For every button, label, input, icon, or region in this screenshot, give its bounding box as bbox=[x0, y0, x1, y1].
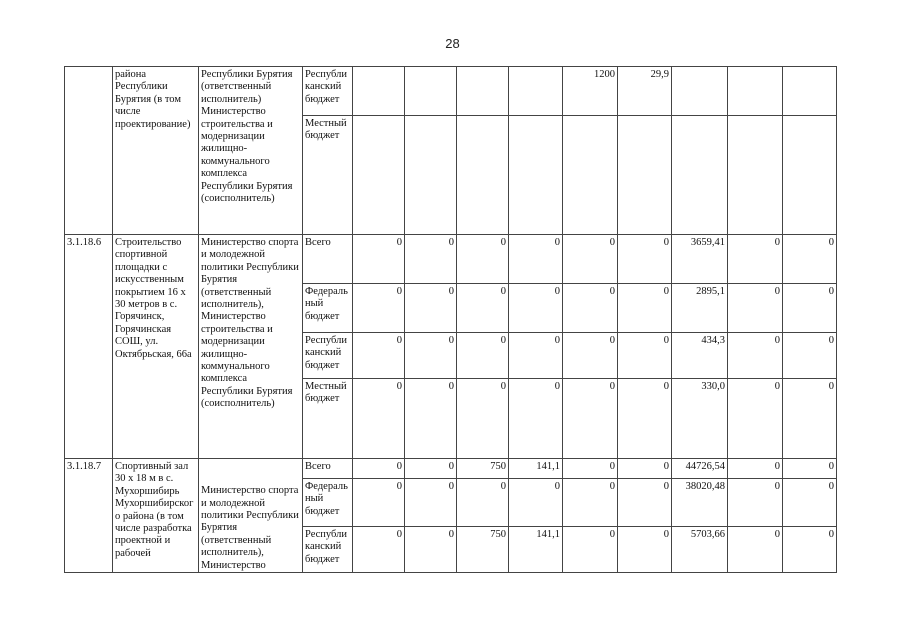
budget-table bbox=[64, 66, 837, 573]
amount-cell: 0 bbox=[728, 284, 783, 333]
table-row bbox=[65, 459, 837, 479]
amount-cell: 0 bbox=[353, 379, 405, 459]
amount-cell: 0 bbox=[728, 459, 783, 479]
funding-source: Федеральный бюджет bbox=[303, 479, 353, 527]
item-executors: Республики Бурятия (ответственный исполнитель) Министерство строительства и модернизации жилищно-коммунального комплекса Республики Бурятия (соисполнитель) bbox=[199, 67, 303, 235]
amount-cell: 1200 bbox=[563, 67, 618, 116]
amount-cell: 0 bbox=[353, 333, 405, 379]
amount-cell: 0 bbox=[509, 479, 563, 527]
amount-cell bbox=[783, 67, 837, 116]
amount-cell: 330,0 bbox=[672, 379, 728, 459]
item-code: 3.1.18.7 bbox=[65, 459, 113, 573]
amount-cell: 0 bbox=[783, 333, 837, 379]
amount-cell: 0 bbox=[618, 284, 672, 333]
amount-cell: 0 bbox=[509, 379, 563, 459]
amount-cell: 434,3 bbox=[672, 333, 728, 379]
amount-cell: 0 bbox=[457, 284, 509, 333]
amount-cell: 0 bbox=[353, 235, 405, 284]
amount-cell: 3659,41 bbox=[672, 235, 728, 284]
amount-cell: 750 bbox=[457, 459, 509, 479]
amount-cell: 0 bbox=[563, 235, 618, 284]
amount-cell: 0 bbox=[457, 235, 509, 284]
amount-cell: 0 bbox=[405, 284, 457, 333]
amount-cell: 0 bbox=[783, 379, 837, 459]
amount-cell: 44726,54 bbox=[672, 459, 728, 479]
amount-cell: 0 bbox=[563, 459, 618, 479]
amount-cell bbox=[457, 67, 509, 116]
amount-cell: 0 bbox=[457, 333, 509, 379]
amount-cell: 0 bbox=[728, 379, 783, 459]
amount-cell: 0 bbox=[563, 479, 618, 527]
amount-cell: 0 bbox=[728, 479, 783, 527]
item-executors: Министерство спорта и молодежной политики Республики Бурятия (ответственный исполнитель), Министерство bbox=[199, 459, 303, 573]
amount-cell bbox=[457, 116, 509, 235]
amount-cell: 0 bbox=[509, 284, 563, 333]
amount-cell bbox=[353, 116, 405, 235]
amount-cell: 0 bbox=[563, 527, 618, 573]
amount-cell: 141,1 bbox=[509, 459, 563, 479]
amount-cell: 0 bbox=[405, 235, 457, 284]
amount-cell: 0 bbox=[618, 333, 672, 379]
amount-cell: 750 bbox=[457, 527, 509, 573]
amount-cell: 0 bbox=[728, 235, 783, 284]
amount-cell: 0 bbox=[405, 333, 457, 379]
amount-cell: 0 bbox=[783, 284, 837, 333]
amount-cell: 0 bbox=[783, 459, 837, 479]
amount-cell: 0 bbox=[728, 333, 783, 379]
amount-cell: 0 bbox=[563, 333, 618, 379]
amount-cell: 0 bbox=[353, 284, 405, 333]
amount-cell: 0 bbox=[783, 235, 837, 284]
funding-source: Всего bbox=[303, 459, 353, 479]
amount-cell: 0 bbox=[618, 379, 672, 459]
item-name: Спортивный зал 30 х 18 м в с. Мухоршибирь Мухоршибирского района (в том числе разработка проектной и рабочей bbox=[113, 459, 199, 573]
amount-cell: 0 bbox=[618, 459, 672, 479]
amount-cell bbox=[509, 67, 563, 116]
amount-cell bbox=[783, 116, 837, 235]
amount-cell bbox=[618, 116, 672, 235]
table-row bbox=[65, 67, 837, 116]
funding-source: Местный бюджет bbox=[303, 379, 353, 459]
amount-cell bbox=[728, 116, 783, 235]
amount-cell bbox=[405, 67, 457, 116]
funding-source: Республиканский бюджет bbox=[303, 527, 353, 573]
funding-source: Местный бюджет bbox=[303, 116, 353, 235]
amount-cell: 29,9 bbox=[618, 67, 672, 116]
amount-cell bbox=[509, 116, 563, 235]
amount-cell: 0 bbox=[728, 527, 783, 573]
item-name: района Республики Бурятия (в том числе проектирование) bbox=[113, 67, 199, 235]
amount-cell: 0 bbox=[509, 235, 563, 284]
amount-cell: 0 bbox=[563, 284, 618, 333]
funding-source: Федеральный бюджет bbox=[303, 284, 353, 333]
amount-cell: 0 bbox=[405, 459, 457, 479]
item-executors: Министерство спорта и молодежной политики Республики Бурятия (ответственный исполнитель), Министерство строительства и модернизации жилищно-коммунального комплекса Республики Бурятия (соисполнитель) bbox=[199, 235, 303, 459]
amount-cell: 0 bbox=[405, 379, 457, 459]
amount-cell: 141,1 bbox=[509, 527, 563, 573]
item-name: Строительство спортивной площадки с искусственным покрытием 16 х 30 метров в с. Горячинск, Горячинская СОШ, ул. Октябрьская, 66а bbox=[113, 235, 199, 459]
amount-cell bbox=[563, 116, 618, 235]
amount-cell: 0 bbox=[618, 527, 672, 573]
amount-cell: 5703,66 bbox=[672, 527, 728, 573]
funding-source: Республиканский бюджет bbox=[303, 67, 353, 116]
amount-cell: 0 bbox=[618, 479, 672, 527]
amount-cell: 38020,48 bbox=[672, 479, 728, 527]
table-body bbox=[65, 67, 837, 573]
amount-cell bbox=[672, 116, 728, 235]
item-code: 3.1.18.6 bbox=[65, 235, 113, 459]
amount-cell bbox=[728, 67, 783, 116]
amount-cell: 0 bbox=[783, 527, 837, 573]
amount-cell: 0 bbox=[353, 459, 405, 479]
table-row bbox=[65, 235, 837, 284]
amount-cell bbox=[405, 116, 457, 235]
amount-cell: 0 bbox=[509, 333, 563, 379]
item-code bbox=[65, 67, 113, 235]
amount-cell: 0 bbox=[353, 527, 405, 573]
amount-cell bbox=[353, 67, 405, 116]
amount-cell: 0 bbox=[618, 235, 672, 284]
amount-cell: 0 bbox=[457, 479, 509, 527]
amount-cell: 0 bbox=[457, 379, 509, 459]
funding-source: Всего bbox=[303, 235, 353, 284]
amount-cell: 0 bbox=[405, 479, 457, 527]
amount-cell: 0 bbox=[353, 479, 405, 527]
amount-cell: 0 bbox=[563, 379, 618, 459]
funding-source: Республиканский бюджет bbox=[303, 333, 353, 379]
amount-cell: 0 bbox=[405, 527, 457, 573]
page-number: 28 bbox=[445, 36, 460, 51]
amount-cell bbox=[672, 67, 728, 116]
amount-cell: 2895,1 bbox=[672, 284, 728, 333]
amount-cell: 0 bbox=[783, 479, 837, 527]
